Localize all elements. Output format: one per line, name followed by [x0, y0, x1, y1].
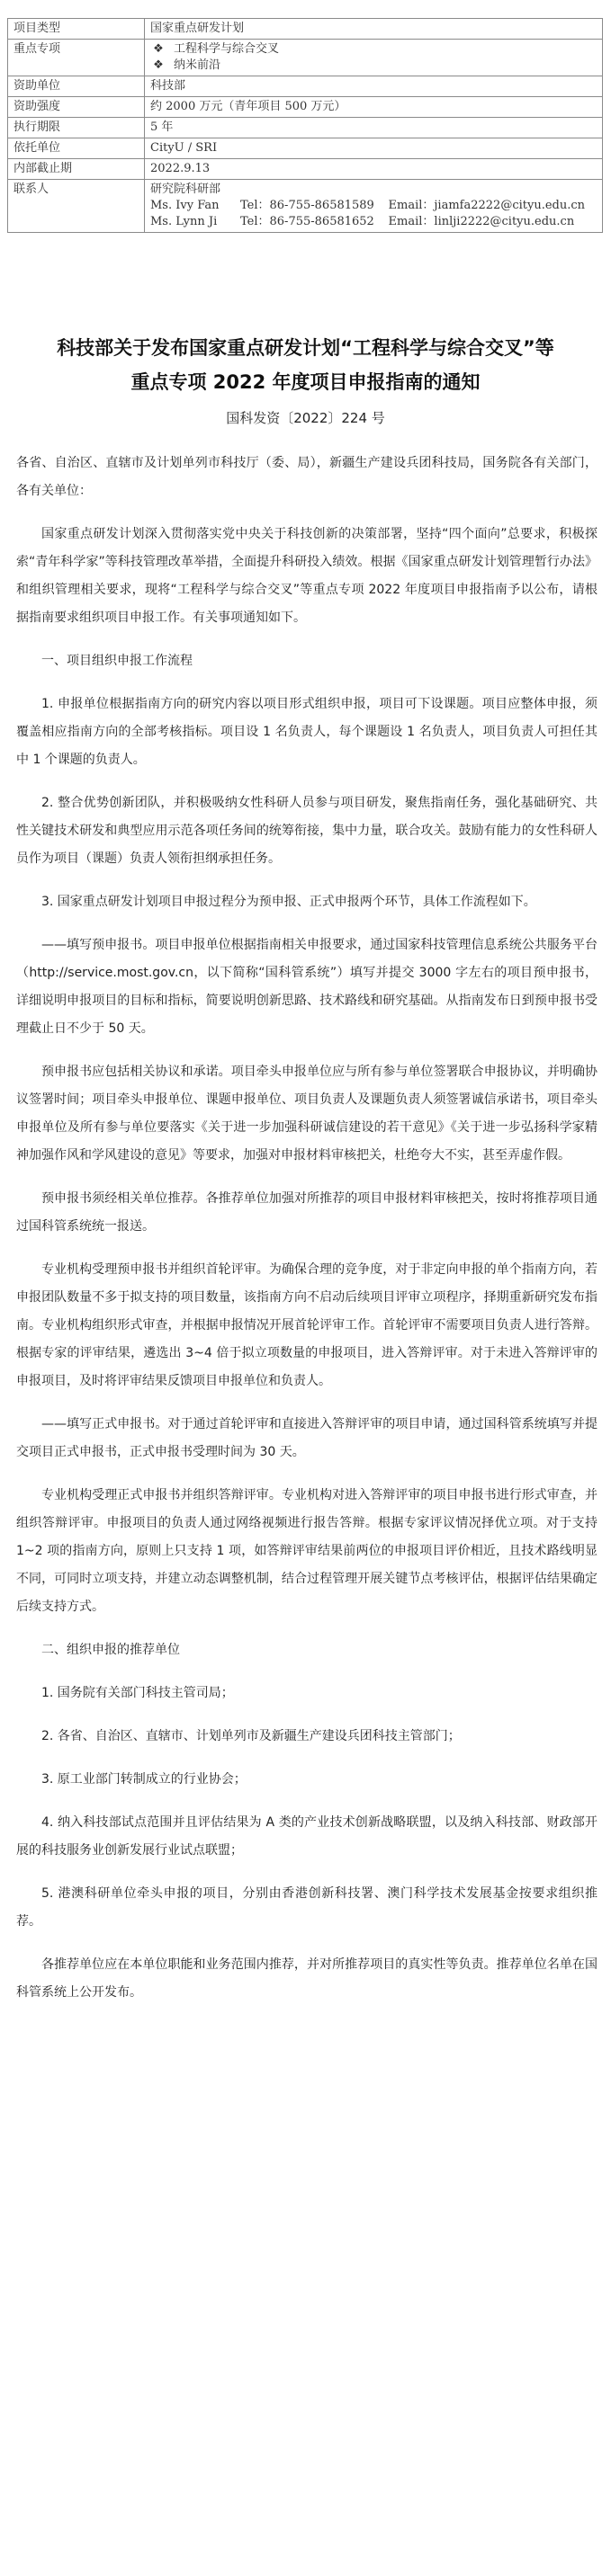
body-paragraph: 一、项目组织申报工作流程 — [41, 654, 193, 668]
info-label: 资助单位 — [8, 76, 145, 97]
contact-email-link[interactable]: jiamfa2222@cityu.edu.cn — [434, 199, 586, 212]
info-label: 重点专项 — [8, 40, 145, 76]
focus-text: 纳米前沿 — [174, 58, 221, 72]
info-row — [8, 40, 603, 76]
info-label: 内部截止期 — [8, 159, 145, 180]
info-label: 资助强度 — [8, 97, 145, 118]
body-paragraph: 各省、自治区、直辖市及计划单列市科技厅（委、局），新疆生产建设兵团科技局，国务院各有关部门，各有关单位： — [16, 456, 598, 498]
body-paragraph: 3. 原工业部门转制成立的行业协会； — [41, 1772, 247, 1787]
body-paragraph: ——填写预申报书。项目申报单位根据指南相关申报要求，通过国家科技管理信息系统公共服务平台（http://service.most.gov.cn，以下简称“国科管系统”）填写并提交 3000 字左右的项目预申报书，详细说明申报项目的目标和指标，简要说明创新思路、技术路线和研究基础。从指南发布日到预申报书受理截止日不少于 50 天。 — [16, 938, 598, 1036]
contact-person — [150, 214, 597, 230]
tel-label: Tel： — [240, 215, 270, 228]
contact-label: 联系人 — [8, 180, 145, 233]
contact-phone: 86-755-86581652 — [269, 215, 374, 228]
body-paragraph: 预申报书须经相关单位推荐。各推荐单位加强对所推荐的项目申报材料审核把关，按时将推荐项目通过国科管系统统一报送。 — [16, 1191, 598, 1234]
info-row — [8, 118, 603, 138]
info-row — [8, 138, 603, 159]
contact-org: 研究院科研部 — [150, 183, 221, 196]
info-row — [8, 159, 603, 180]
body-paragraph: 4. 纳入科技部试点范围并且评估结果为 A 类的产业技术创新战略联盟，以及纳入科技部、财政部开展的科技服务业创新发展行业试点联盟； — [16, 1815, 598, 1858]
notice-title-line-1: 科技部关于发布国家重点研发计划“工程科学与综合交叉”等 — [57, 337, 554, 359]
contact-value — [145, 180, 603, 233]
info-label: 项目类型 — [8, 19, 145, 40]
body-paragraph: 3. 国家重点研发计划项目申报过程分为预申报、正式申报两个环节，具体工作流程如下。 — [41, 895, 536, 909]
diamond-bullet-icon: ❖ — [153, 42, 164, 56]
notice-title-line-2: 重点专项 2022 年度项目申报指南的通知 — [130, 371, 481, 393]
info-value: 2022.9.13 — [145, 159, 603, 180]
project-info-table — [7, 18, 603, 233]
body-paragraph: 预申报书应包括相关协议和承诺。项目牵头申报单位应与所有参与单位签署联合申报协议，并明确协议签署时间；项目牵头申报单位、课题申报单位、项目负责人及课题负责人须签署诚信承诺书，项目牵头申报单位及所有参与单位要落实《关于进一步加强科研诚信建设的若干意见》《关于进一步弘扬科学家精神加强作风和学风建设的意见》等要求，加强对申报材料审核把关，杜绝夸大不实，甚至弄虚作假。 — [16, 1065, 598, 1163]
body-paragraph: 2. 各省、自治区、直辖市、计划单列市及新疆生产建设兵团科技主管部门； — [41, 1729, 461, 1743]
info-value: 国家重点研发计划 — [145, 19, 603, 40]
info-row — [8, 76, 603, 97]
body-paragraph: 二、组织申报的推荐单位 — [41, 1643, 180, 1657]
email-label: Email： — [388, 215, 435, 228]
info-value: 科技部 — [145, 76, 603, 97]
contact-phone: 86-755-86581589 — [269, 199, 374, 212]
diamond-bullet-icon: ❖ — [153, 58, 164, 72]
contact-email-link[interactable]: linlji2222@cityu.edu.cn — [434, 215, 575, 228]
body-paragraph: 专业机构受理预申报书并组织首轮评审。为确保合理的竞争度，对于非定向申报的单个指南方向，若申报团队数量不多于拟支持的项目数量，该指南方向不启动后续项目评审立项程序，择期重新研究发布指南。专业机构组织形式审查，并根据申报情况开展首轮评审工作。首轮评审不需要项目负责人进行答辩。根据专家的评审结果，遴选出 3~4 倍于拟立项数量的申报项目，进入答辩评审。对于未进入答辩评审的申报项目，及时将评审结果反馈项目申报单位和负责人。 — [16, 1262, 598, 1388]
focus-item — [150, 58, 597, 74]
info-row — [8, 97, 603, 118]
body-paragraph: 各推荐单位应在本单位职能和业务范围内推荐，并对所推荐项目的真实性等负责。推荐单位名单在国科管系统上公开发布。 — [16, 1957, 598, 2000]
focus-text: 工程科学与综合交叉 — [174, 42, 280, 56]
email-label: Email： — [388, 199, 435, 212]
document-number: 国科发资〔2022〕224 号 — [226, 410, 385, 426]
contact-name: Ms. Lynn Ji — [150, 215, 218, 228]
contact-name: Ms. Ivy Fan — [150, 199, 220, 212]
info-row — [8, 19, 603, 40]
contact-person — [150, 198, 597, 214]
info-value: CityU / SRI — [145, 138, 603, 159]
info-label: 依托单位 — [8, 138, 145, 159]
focus-item — [150, 41, 597, 58]
body-paragraph: 国家重点研发计划深入贯彻落实党中央关于科技创新的决策部署，坚持“四个面向”总要求，积极探索“青年科学家”等科技管理改革举措，全面提升科研投入绩效。根据《国家重点研发计划管理暂行办法》和组织管理相关要求，现将“工程科学与综合交叉”等重点专项 2022 年度项目申报指南予以公布，请根据指南要求组织项目申报工作。有关事项通知如下。 — [16, 527, 598, 625]
info-label: 执行期限 — [8, 118, 145, 138]
info-value: 5 年 — [145, 118, 603, 138]
body-paragraph: 1. 申报单位根据指南方向的研究内容以项目形式组织申报，项目可下设课题。项目应整体申报，须覆盖相应指南方向的全部考核指标。项目设 1 名负责人，每个课题设 1 名负责人，项目负责人可担任其中 1 个课题的负责人。 — [16, 697, 598, 767]
tel-label: Tel： — [240, 199, 270, 212]
contact-row — [8, 180, 603, 233]
body-paragraph: ——填写正式申报书。对于通过首轮评审和直接进入答辩评审的项目申请，通过国科管系统填写并提交项目正式申报书，正式申报书受理时间为 30 天。 — [16, 1417, 598, 1459]
info-value: 约 2000 万元（青年项目 500 万元） — [145, 97, 603, 118]
body-paragraph: 2. 整合优势创新团队，并积极吸纳女性科研人员参与项目研发，聚焦指南任务，强化基础研究、共性关键技术研发和典型应用示范各项任务间的统筹衔接，集中力量，联合攻关。鼓励有能力的女性科研人员作为项目（课题）负责人领衔担纲承担任务。 — [16, 796, 598, 866]
info-value — [145, 40, 603, 76]
body-paragraph: 5. 港澳科研单位牵头申报的项目，分别由香港创新科技署、澳门科学技术发展基金按要求组织推荐。 — [16, 1886, 598, 1929]
body-paragraph: 专业机构受理正式申报书并组织答辩评审。专业机构对进入答辩评审的项目申报书进行形式审查，并组织答辩评审。申报项目的负责人通过网络视频进行报告答辩。根据专家评议情况择优立项。对于支持 1~2 项的指南方向，原则上只支持 1 项，如答辩评审结果前两位的申报项目评价相近，且技术路线明显不同，可同时立项支持，并建立动态调整机制，结合过程管理开展关键节点考核评估，根据评估结果确定后续支持方式。 — [16, 1488, 598, 1614]
notice-body — [16, 450, 598, 2022]
body-paragraph: 1. 国务院有关部门科技主管司局； — [41, 1686, 234, 1700]
